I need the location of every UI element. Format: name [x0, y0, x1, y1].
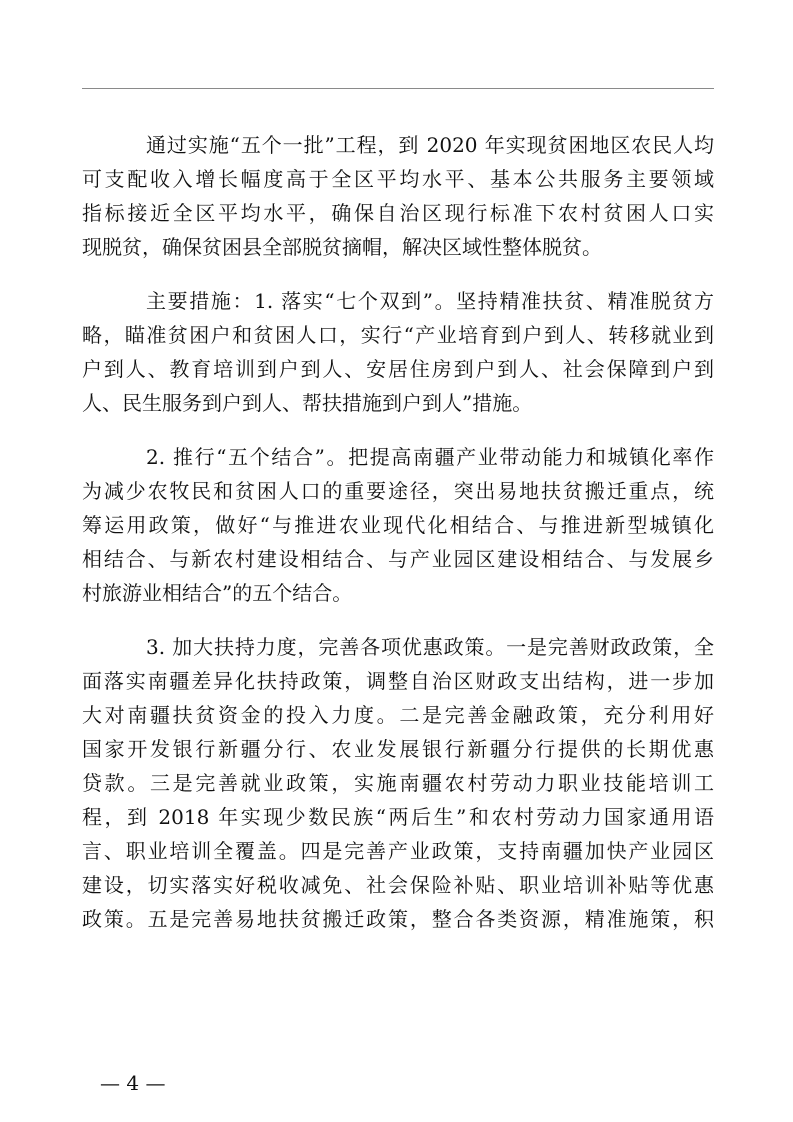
paragraph-4-line-2: 面落实南疆差异化扶持政策，调整自治区财政支出结构，进一步加 [82, 669, 714, 693]
header-rule [82, 88, 714, 89]
paragraph-1-line-4: 现脱贫，确保贫困县全部脱贫摘帽，解决区域性整体脱贫。 [82, 235, 602, 259]
paragraph-4-line-3: 大对南疆扶贫资金的投入力度。二是完善金融政策，充分利用好 [82, 703, 714, 727]
paragraph-4-line-6: 程，到 2018 年实现少数民族“两后生”和农村劳动力国家通用语 [82, 805, 714, 829]
paragraph-4-line-1: 3. 加大扶持力度，完善各项优惠政策。一是完善财政政策，全 [146, 635, 714, 659]
page-number: — 4 — [100, 1071, 166, 1095]
paragraph-1-line-3: 指标接近全区平均水平，确保自治区现行标准下农村贫困人口实 [82, 201, 714, 225]
paragraph-1-line-1: 通过实施“五个一批”工程，到 2020 年实现贫困地区农民人均 [146, 133, 714, 157]
paragraph-3-line-4: 相结合、与新农村建设相结合、与产业园区建设相结合、与发展乡 [82, 547, 714, 571]
paragraph-2-line-4: 人、民生服务到户到人、帮扶措施到户到人”措施。 [82, 391, 533, 415]
paragraph-4-line-7: 言、职业培训全覆盖。四是完善产业政策，支持南疆加快产业园区 [82, 839, 714, 863]
paragraph-3-line-2: 为减少农牧民和贫困人口的重要途径，突出易地扶贫搬迁重点，统 [82, 479, 714, 503]
paragraph-3-line-1: 2. 推行“五个结合”。把提高南疆产业带动能力和城镇化率作 [146, 445, 714, 469]
paragraph-1-line-2: 可支配收入增长幅度高于全区平均水平、基本公共服务主要领域 [82, 167, 714, 191]
paragraph-4-line-9: 政策。五是完善易地扶贫搬迁政策，整合各类资源，精准施策，积 [82, 907, 714, 931]
paragraph-2-line-2: 略，瞄准贫困户和贫困人口，实行“产业培育到户到人、转移就业到 [82, 323, 714, 347]
paragraph-4-line-8: 建设，切实落实好税收减免、社会保险补贴、职业培训补贴等优惠 [82, 873, 714, 897]
paragraph-2-line-1: 主要措施：1. 落实“七个双到”。坚持精准扶贫、精准脱贫方 [146, 289, 714, 313]
paragraph-3-line-3: 筹运用政策，做好“与推进农业现代化相结合、与推进新型城镇化 [82, 513, 714, 537]
paragraph-3-line-5: 村旅游业相结合”的五个结合。 [82, 581, 353, 605]
paragraph-4-line-4: 国家开发银行新疆分行、农业发展银行新疆分行提供的长期优惠 [82, 737, 714, 761]
paragraph-4-line-5: 贷款。三是完善就业政策，实施南疆农村劳动力职业技能培训工 [82, 771, 714, 795]
paragraph-2-line-3: 户到人、教育培训到户到人、安居住房到户到人、社会保障到户到 [82, 357, 714, 381]
